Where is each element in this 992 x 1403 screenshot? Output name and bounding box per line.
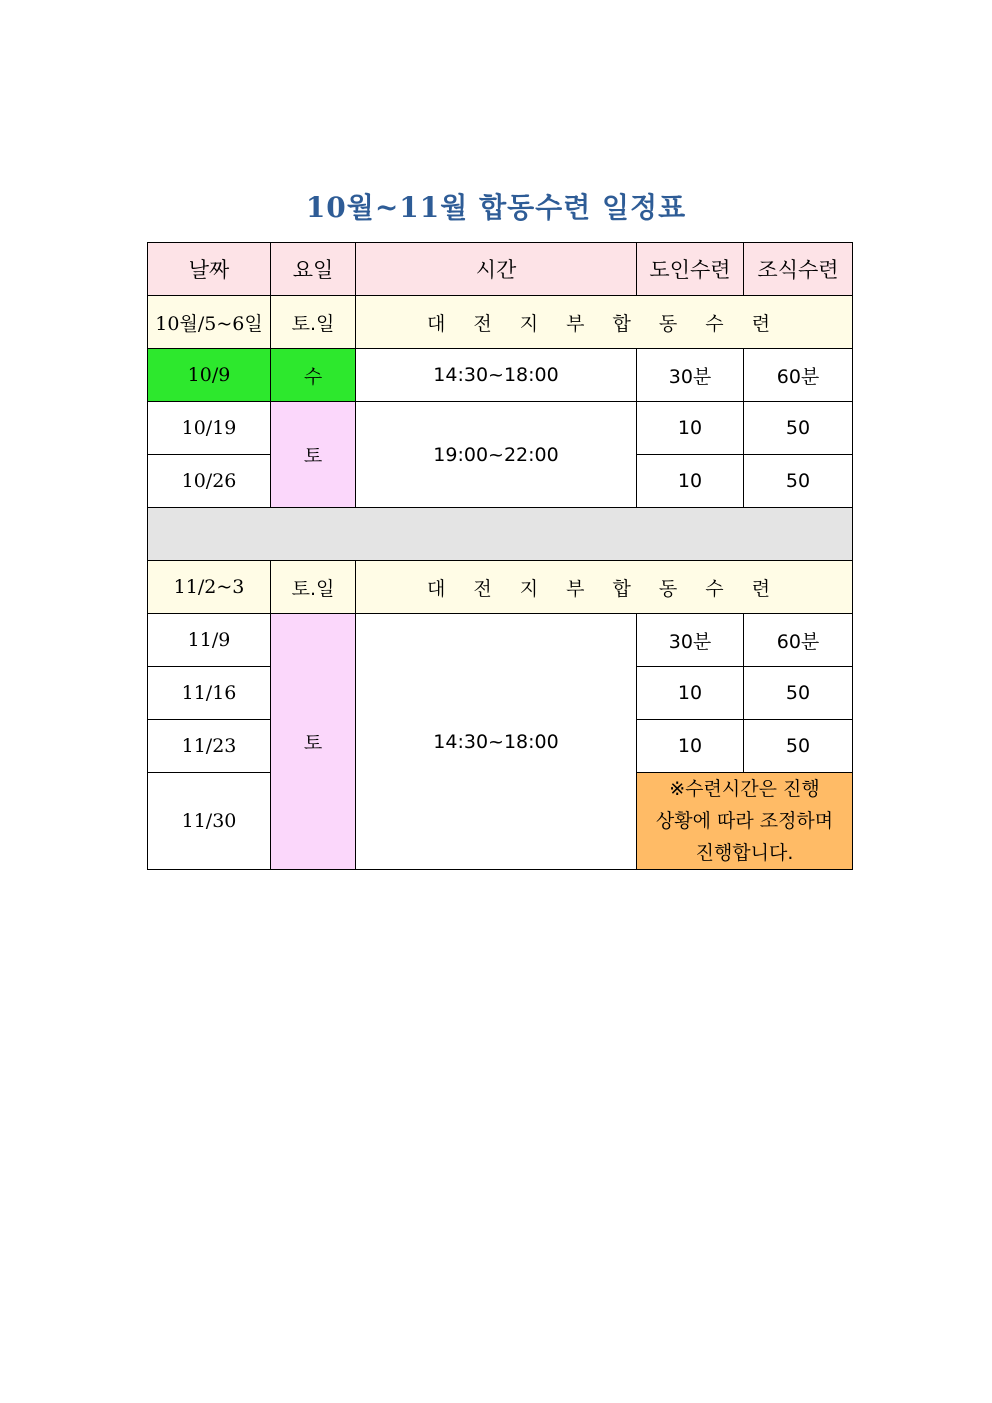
separator-cell: [148, 508, 853, 561]
note-cell: [637, 773, 853, 870]
doin-cell: 10: [637, 402, 744, 455]
header-day: 요일: [271, 243, 356, 296]
date-cell: 10/9: [148, 349, 271, 402]
date-cell: 10월/5~6일: [148, 296, 271, 349]
josik-cell: 50: [744, 667, 853, 720]
table-row: [148, 349, 853, 402]
josik-cell: 60분: [744, 349, 853, 402]
doin-cell: 10: [637, 720, 744, 773]
separator-row: [148, 508, 853, 561]
table-row: [148, 561, 853, 614]
header-doin: 도인수련: [637, 243, 744, 296]
doin-cell: 10: [637, 455, 744, 508]
time-cell: 14:30~18:00: [356, 614, 637, 870]
day-cell: 토: [271, 402, 356, 508]
header-date: 날짜: [148, 243, 271, 296]
note-line: 상황에 따라 조정하며: [655, 810, 834, 832]
date-cell: 11/30: [148, 773, 271, 870]
doin-cell: 30분: [637, 614, 744, 667]
josik-cell: 60분: [744, 614, 853, 667]
header-time: 시간: [356, 243, 637, 296]
date-cell: 10/26: [148, 455, 271, 508]
doin-cell: 10: [637, 667, 744, 720]
date-cell: 11/2~3: [148, 561, 271, 614]
table-row: [148, 402, 853, 455]
day-cell: 토.일: [271, 561, 356, 614]
event-cell: 대 전 지 부 합 동 수 련: [356, 296, 853, 349]
time-cell: 19:00~22:00: [356, 402, 637, 508]
date-cell: 11/16: [148, 667, 271, 720]
table-row: [148, 614, 853, 667]
date-cell: 11/23: [148, 720, 271, 773]
page-title: 10월~11월 합동수련 일정표: [305, 191, 687, 224]
josik-cell: 50: [744, 455, 853, 508]
josik-cell: 50: [744, 720, 853, 773]
event-cell: 대 전 지 부 합 동 수 련: [356, 561, 853, 614]
date-cell: 10/19: [148, 402, 271, 455]
schedule-table: [147, 242, 853, 870]
note-line: ※수련시간은 진행: [669, 778, 820, 800]
doin-cell: 30분: [637, 349, 744, 402]
day-cell: 토: [271, 614, 356, 870]
day-cell: 수: [271, 349, 356, 402]
header-row: [148, 243, 853, 296]
header-josik: 조식수련: [744, 243, 853, 296]
table-row: [148, 296, 853, 349]
day-cell: 토.일: [271, 296, 356, 349]
date-cell: 11/9: [148, 614, 271, 667]
time-cell: 14:30~18:00: [356, 349, 637, 402]
note-line: 진행합니다.: [695, 842, 794, 864]
josik-cell: 50: [744, 402, 853, 455]
